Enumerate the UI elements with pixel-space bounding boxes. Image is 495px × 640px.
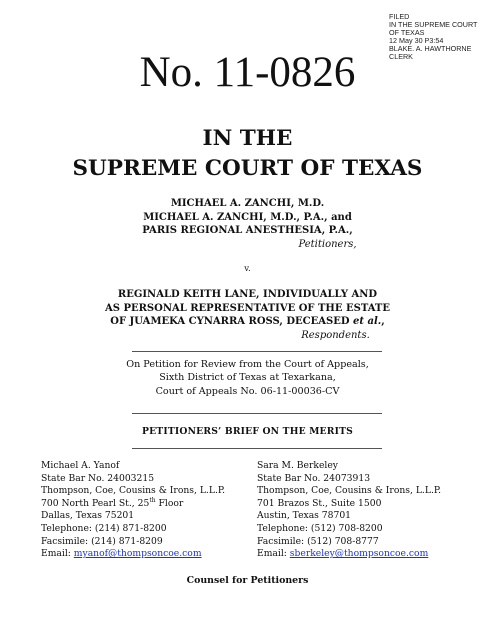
counsel-facsimile: Facsimile: (512) 708-8777 bbox=[257, 535, 379, 547]
stamp-line: BLAKE. A. HAWTHORNE bbox=[389, 44, 472, 53]
counsel-footer: Counsel for Petitioners bbox=[186, 575, 309, 586]
petition-line: On Petition for Review from the Court of Appeals, bbox=[126, 359, 369, 370]
counsel-address bbox=[41, 498, 225, 511]
court-title bbox=[0, 124, 495, 184]
counsel-telephone: Telephone: (214) 871-8200 bbox=[41, 522, 167, 534]
counsel-address-pre: 700 North Pearl St., 25 bbox=[41, 497, 150, 509]
counsel-address: 701 Brazos St., Suite 1500 bbox=[257, 497, 382, 509]
court-title-line2: SUPREME COURT OF TEXAS bbox=[72, 156, 423, 181]
respondents-role: Respondents. bbox=[301, 329, 370, 341]
petitioners-block bbox=[0, 197, 495, 251]
counsel-telephone: Telephone: (512) 708-8200 bbox=[257, 522, 383, 534]
counsel-email-link[interactable]: sberkeley@thompsoncoe.com bbox=[289, 548, 429, 560]
counsel-firm: Thompson, Coe, Cousins & Irons, L.L.P. bbox=[257, 485, 442, 497]
counsel-facsimile: Facsimile: (214) 871-8209 bbox=[41, 535, 163, 547]
divider bbox=[132, 413, 382, 414]
petitioner-name: MICHAEL A. ZANCHI, M.D., P.A., and bbox=[143, 211, 352, 223]
case-number: No. 11-0826 bbox=[139, 49, 356, 96]
counsel-bar: State Bar No. 24003215 bbox=[41, 472, 155, 484]
respondent-line: REGINALD KEITH LANE, INDIVIDUALLY AND bbox=[117, 289, 378, 300]
divider bbox=[132, 351, 382, 352]
petitioners-role: Petitioners, bbox=[298, 238, 357, 250]
respondents-block bbox=[0, 288, 495, 342]
counsel-address-post: Floor bbox=[155, 497, 184, 509]
stamp-line: OF TEXAS bbox=[389, 28, 425, 37]
respondent-line3-main: OF JUAMEKA CYNARRA ROSS, DECEASED bbox=[110, 316, 354, 328]
counsel-email-row bbox=[41, 548, 225, 561]
counsel-firm: Thompson, Coe, Cousins & Irons, L.L.P. bbox=[41, 485, 226, 497]
petition-line: Court of Appeals No. 06-11-00036-CV bbox=[155, 385, 340, 397]
divider bbox=[132, 448, 382, 449]
counsel-bar: State Bar No. 24073913 bbox=[257, 472, 371, 484]
stamp-line: 12 May 30 P3:54 bbox=[389, 36, 444, 45]
counsel-city: Austin, Texas 78701 bbox=[257, 510, 352, 522]
counsel-email-label: Email: bbox=[257, 548, 290, 560]
respondent-line3-end: , bbox=[381, 316, 385, 328]
brief-title: PETITIONERS’ BRIEF ON THE MERITS bbox=[142, 426, 353, 437]
counsel-city: Dallas, Texas 75201 bbox=[41, 510, 135, 522]
petition-line: Sixth District of Texas at Texarkana, bbox=[159, 372, 336, 384]
counsel-left bbox=[41, 460, 225, 561]
court-title-line1: IN THE bbox=[202, 126, 293, 151]
petitioner-name: MICHAEL A. ZANCHI, M.D. bbox=[170, 198, 325, 209]
stamp-line: IN THE SUPREME COURT bbox=[389, 20, 478, 29]
counsel-email-link[interactable]: myanof@thompsoncoe.com bbox=[73, 548, 202, 560]
petition-info bbox=[0, 358, 495, 398]
counsel-email-label: Email: bbox=[41, 548, 74, 560]
counsel-email-row bbox=[257, 548, 441, 561]
counsel-name: Michael A. Yanof bbox=[41, 460, 120, 471]
counsel-name: Sara M. Berkeley bbox=[257, 460, 338, 471]
stamp-line: FILED bbox=[389, 12, 410, 21]
respondent-line: AS PERSONAL REPRESENTATIVE OF THE ESTATE bbox=[104, 302, 390, 314]
counsel-right bbox=[257, 460, 441, 561]
versus: v. bbox=[244, 264, 251, 274]
stamp-line: CLERK bbox=[389, 52, 413, 61]
respondent-line bbox=[0, 315, 495, 329]
petitioner-name: PARIS REGIONAL ANESTHESIA, P.A., bbox=[142, 225, 353, 237]
respondent-line3-italic: et al. bbox=[353, 316, 382, 328]
counsel-address-sup: th bbox=[149, 496, 156, 504]
